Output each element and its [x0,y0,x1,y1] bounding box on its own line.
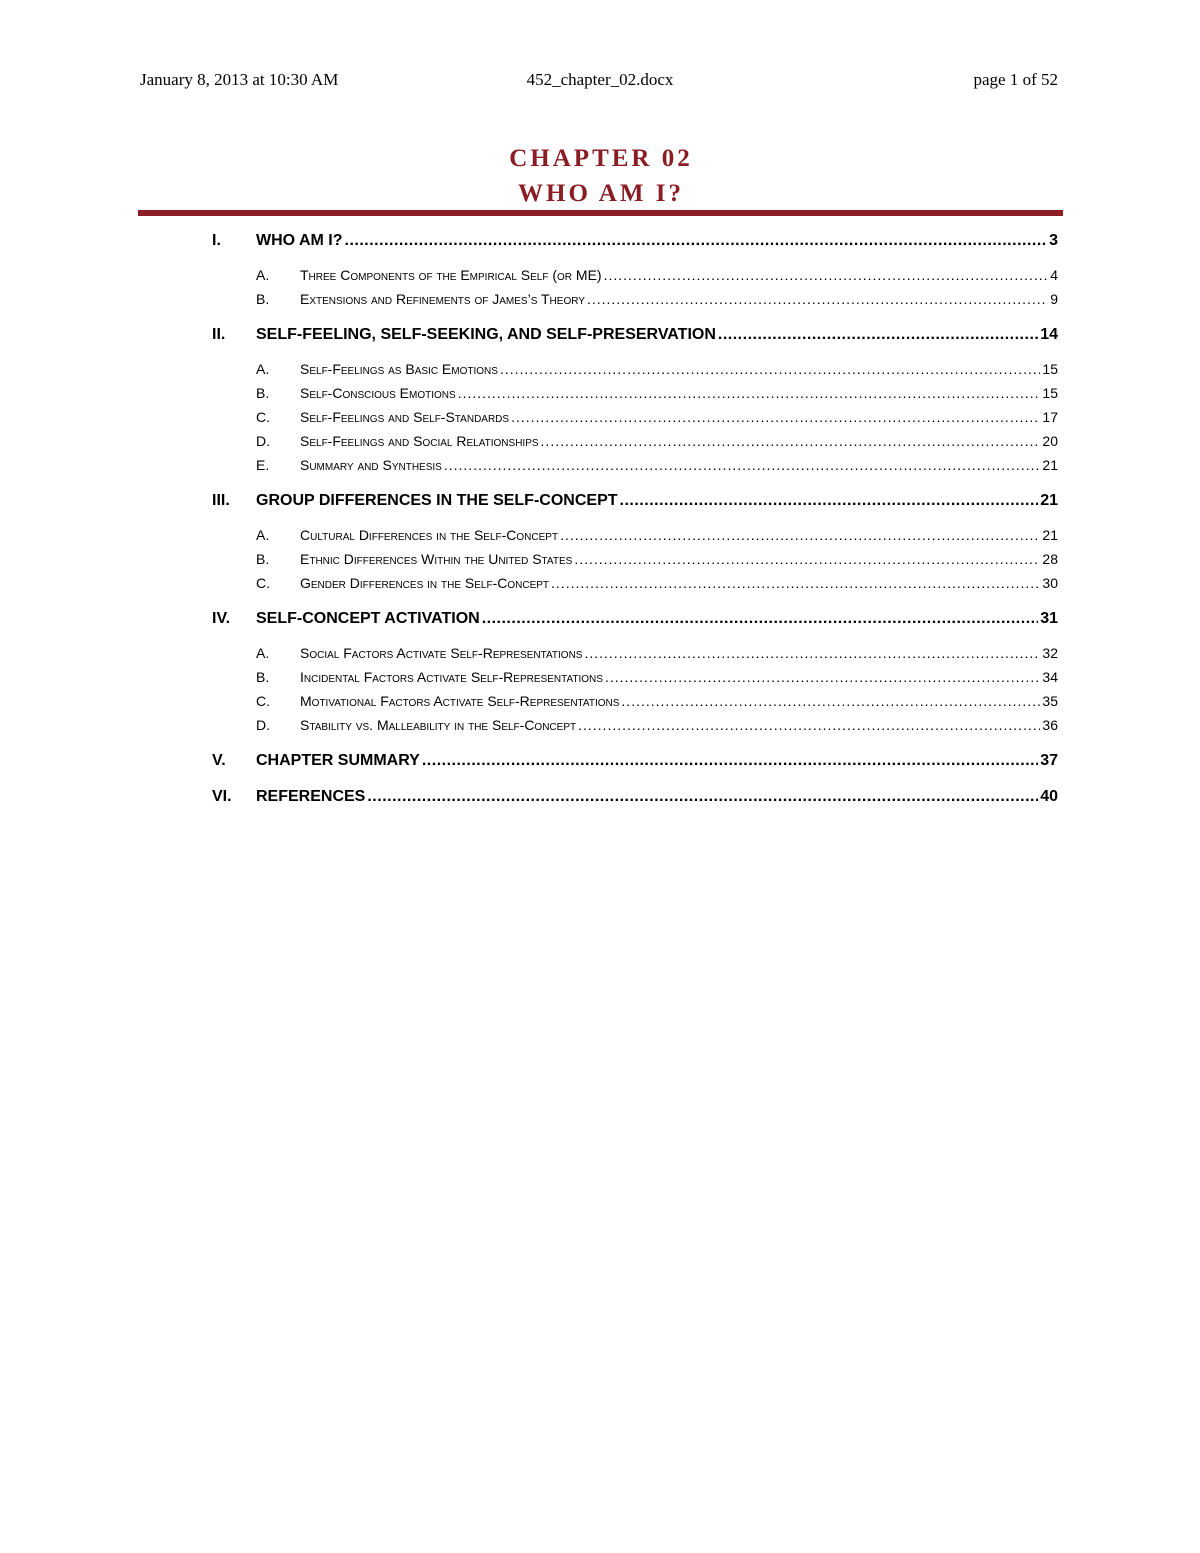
toc-leader-dots [605,665,1040,689]
toc-subsection-label: Self-Feelings and Self-Standards [300,409,510,425]
toc-subsection-letter: B. [256,551,270,567]
toc-leader-dots [511,405,1040,429]
toc-subsection-label: Self-Conscious Emotions [300,385,456,401]
page-header [140,70,1060,94]
toc-subsection-letter: D. [256,717,270,733]
toc-subsection-entry[interactable] [212,287,1058,311]
toc-section-label: SELF-FEELING, SELF-SEEKING, AND SELF-PRESERVATION [256,326,716,343]
toc-section-page: 3 [1049,232,1058,249]
title-divider [138,210,1063,216]
toc-subsection-letter: C. [256,575,270,591]
toc-section-label: SELF-CONCEPT ACTIVATION [256,610,480,627]
toc-subsection-label: Extensions and Refinements of James’s Theory [300,291,585,307]
toc-subsection-label: Cultural Differences in the Self-Concept [300,527,559,543]
toc-subsection-entry[interactable] [212,429,1058,453]
toc-subsection-entry[interactable] [212,665,1058,689]
toc-subsection-entry[interactable] [212,689,1058,713]
toc-subsection-letter: B. [256,385,270,401]
toc-leader-dots [560,523,1040,547]
toc-subsection-entry[interactable] [212,453,1058,477]
toc-subsection-label: Three Components of the Empirical Self (or ME) [300,267,602,283]
toc-section-page: 40 [1040,788,1058,805]
toc-section-page: 37 [1040,752,1058,769]
toc-section-entry[interactable] [212,489,1058,513]
toc-subsection-letter: E. [256,457,270,473]
toc-subsection-entry[interactable] [212,571,1058,595]
toc-subsection-page: 20 [1042,433,1058,449]
toc-section-page: 31 [1040,610,1058,627]
toc-subsection-label: Self-Feelings and Social Relationships [300,433,539,449]
toc-subsection-entry[interactable] [212,547,1058,571]
toc-leader-dots [578,713,1040,737]
toc-section-entry[interactable] [212,323,1058,347]
toc-leader-dots [621,689,1040,713]
toc-section-label: CHAPTER SUMMARY [256,752,420,769]
toc-subsection-entry[interactable] [212,405,1058,429]
toc-leader-dots [620,489,1039,513]
toc-subsection-letter: B. [256,291,270,307]
toc-subsection-letter: B. [256,669,270,685]
toc-section-entry[interactable] [212,229,1058,253]
toc-leader-dots [444,453,1041,477]
toc-subsection-entry[interactable] [212,357,1058,381]
toc-leader-dots [718,323,1038,347]
toc-subsection-page: 36 [1042,717,1058,733]
table-of-contents [212,229,1058,809]
toc-section-entry[interactable] [212,607,1058,631]
toc-section-number: V. [212,752,226,769]
toc-subsection-page: 17 [1042,409,1058,425]
toc-subsection-page: 21 [1042,457,1058,473]
toc-section-page: 14 [1040,326,1058,343]
toc-subsection-entry[interactable] [212,263,1058,287]
toc-subsection-page: 34 [1042,669,1058,685]
toc-leader-dots [482,607,1039,631]
toc-subsection-letter: D. [256,433,270,449]
toc-subsection-page: 15 [1042,385,1058,401]
toc-section-number: I. [212,232,221,249]
toc-subsection-page: 21 [1042,527,1058,543]
toc-section-label: GROUP DIFFERENCES IN THE SELF-CONCEPT [256,492,618,509]
toc-subsection-label: Summary and Synthesis [300,457,442,473]
toc-subsection-page: 4 [1050,267,1058,283]
toc-subsection-letter: C. [256,693,270,709]
toc-subsection-label: Ethnic Differences Within the United States [300,551,573,567]
toc-section-number: II. [212,326,226,343]
toc-leader-dots [422,749,1038,773]
toc-section-entry[interactable] [212,749,1058,773]
chapter-title [140,141,1062,211]
toc-subsection-page: 35 [1042,693,1058,709]
toc-subsection-label: Gender Differences in the Self-Concept [300,575,550,591]
toc-section-entry[interactable] [212,785,1058,809]
toc-leader-dots [367,785,1038,809]
chapter-name: WHO AM I? [518,180,684,207]
header-filename: 452_chapter_02.docx [526,70,674,89]
toc-subsection-page: 9 [1050,291,1058,307]
toc-leader-dots [541,429,1041,453]
toc-section-number: VI. [212,788,232,805]
toc-section-label: WHO AM I? [256,232,343,249]
toc-section-number: III. [212,492,230,509]
toc-subsection-entry[interactable] [212,641,1058,665]
toc-leader-dots [584,641,1040,665]
toc-leader-dots [345,229,1048,253]
header-timestamp: January 8, 2013 at 10:30 AM [140,70,339,89]
toc-subsection-letter: A. [256,645,270,661]
toc-subsection-label: Incidental Factors Activate Self-Representations [300,669,603,685]
toc-subsection-letter: A. [256,527,270,543]
toc-subsection-page: 32 [1042,645,1058,661]
toc-leader-dots [587,287,1048,311]
header-page-info: page 1 of 52 [973,70,1058,89]
toc-subsection-entry[interactable] [212,381,1058,405]
toc-leader-dots [604,263,1049,287]
toc-subsection-letter: C. [256,409,270,425]
chapter-number: CHAPTER 02 [509,145,693,172]
toc-subsection-page: 28 [1042,551,1058,567]
toc-subsection-page: 30 [1042,575,1058,591]
toc-section-number: IV. [212,610,231,627]
toc-leader-dots [551,571,1040,595]
toc-leader-dots [574,547,1040,571]
toc-subsection-letter: A. [256,361,270,377]
toc-subsection-label: Self-Feelings as Basic Emotions [300,361,498,377]
toc-leader-dots [458,381,1041,405]
toc-subsection-letter: A. [256,267,270,283]
toc-subsection-entry[interactable] [212,713,1058,737]
toc-subsection-label: Stability vs. Malleability in the Self-Concept [300,717,577,733]
toc-subsection-label: Motivational Factors Activate Self-Representations [300,693,620,709]
toc-subsection-entry[interactable] [212,523,1058,547]
toc-section-label: REFERENCES [256,788,366,805]
toc-subsection-page: 15 [1042,361,1058,377]
toc-leader-dots [500,357,1040,381]
toc-section-page: 21 [1040,492,1058,509]
toc-subsection-label: Social Factors Activate Self-Representations [300,645,583,661]
